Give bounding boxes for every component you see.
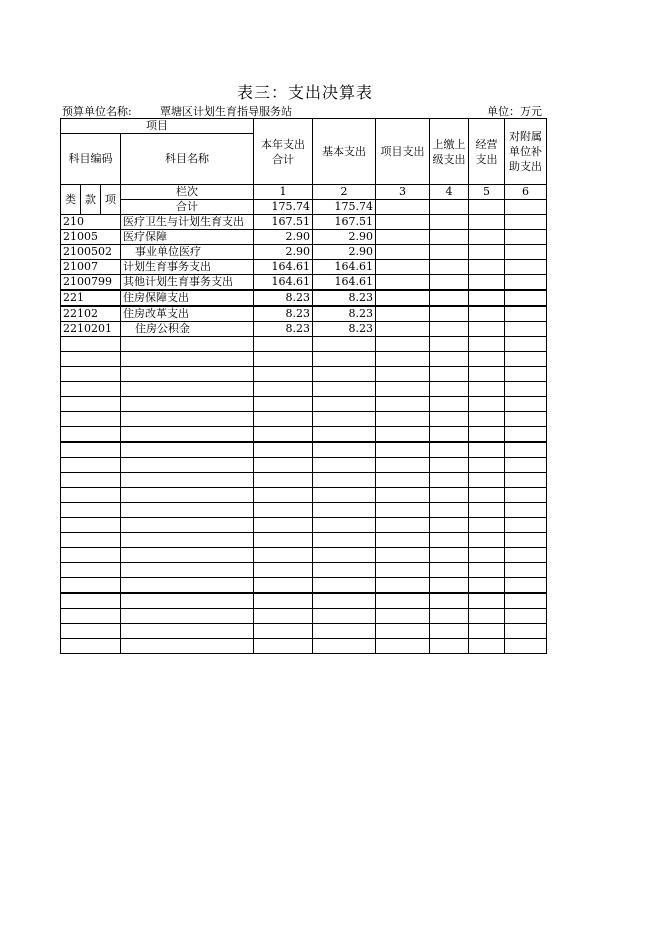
row-c2: 8.23 <box>313 322 376 337</box>
empty-row <box>61 563 547 578</box>
empty-row <box>61 548 547 563</box>
row-name: 住房保障支出 <box>121 290 254 306</box>
kuan-header: 款 <box>81 185 101 215</box>
col-num-2: 2 <box>313 185 376 200</box>
expenditure-table <box>60 118 547 654</box>
empty-row <box>61 352 547 367</box>
col-num-1: 1 <box>254 185 313 200</box>
row-code: 221 <box>61 290 121 306</box>
empty-row <box>61 382 547 397</box>
row-code: 2210201 <box>61 322 121 337</box>
table-row <box>61 290 547 306</box>
table-row <box>61 260 547 275</box>
project-header: 项目 <box>61 119 254 134</box>
col-num-5: 5 <box>469 185 505 200</box>
row-c2: 8.23 <box>313 290 376 306</box>
row-name: 事业单位医疗 <box>121 245 254 260</box>
row-c2: 167.51 <box>313 215 376 230</box>
col-num-3: 3 <box>376 185 430 200</box>
row-code: 2100799 <box>61 275 121 291</box>
row-name: 计划生育事务支出 <box>121 260 254 275</box>
total-row <box>61 200 547 215</box>
row-c1: 8.23 <box>254 322 313 337</box>
total-label: 合计 <box>121 200 254 215</box>
row-c2: 2.90 <box>313 245 376 260</box>
empty-row <box>61 593 547 609</box>
empty-row <box>61 578 547 594</box>
row-c1: 8.23 <box>254 306 313 322</box>
empty-row <box>61 609 547 624</box>
row-c2: 164.61 <box>313 275 376 291</box>
row-code: 2100502 <box>61 245 121 260</box>
empty-row <box>61 624 547 639</box>
empty-row <box>61 458 547 473</box>
col-num-6: 6 <box>505 185 547 200</box>
empty-row <box>61 473 547 488</box>
col-order-label: 栏次 <box>121 185 254 200</box>
row-c2: 164.61 <box>313 260 376 275</box>
empty-row <box>61 337 547 352</box>
col4-header: 上缴上级支出 <box>430 119 469 185</box>
page-title: 表三：支出决算表 <box>236 83 373 102</box>
empty-row <box>61 427 547 443</box>
empty-row <box>61 412 547 427</box>
empty-row <box>61 488 547 503</box>
unit-label: 单位：万元 <box>487 105 542 118</box>
col1-header: 本年支出合计 <box>254 119 313 185</box>
empty-row <box>61 397 547 412</box>
row-c1: 2.90 <box>254 230 313 245</box>
row-c2: 2.90 <box>313 230 376 245</box>
col5-header: 经营支出 <box>469 119 505 185</box>
xiang-header: 项 <box>101 185 121 215</box>
empty-row <box>61 367 547 382</box>
row-c1: 8.23 <box>254 290 313 306</box>
lei-header: 类 <box>61 185 81 215</box>
table-row <box>61 322 547 337</box>
empty-row <box>61 533 547 548</box>
empty-row <box>61 442 547 458</box>
table-row <box>61 230 547 245</box>
org-name: 覃塘区计划生育指导服务站 <box>160 105 292 118</box>
code-header: 科目编码 <box>61 134 121 185</box>
empty-row <box>61 518 547 533</box>
empty-row <box>61 503 547 518</box>
header-row-1 <box>61 119 547 134</box>
table-row <box>61 215 547 230</box>
row-name: 医疗卫生与计划生育支出 <box>121 215 254 230</box>
row-code: 21005 <box>61 230 121 245</box>
total-c2: 175.74 <box>313 200 376 215</box>
col2-header: 基本支出 <box>313 119 376 185</box>
row-c1: 164.61 <box>254 275 313 291</box>
col-num-4: 4 <box>430 185 469 200</box>
row-c2: 8.23 <box>313 306 376 322</box>
col6-header: 对附属单位补助支出 <box>505 119 547 185</box>
row-code: 22102 <box>61 306 121 322</box>
row-name: 其他计划生育事务支出 <box>121 275 254 291</box>
row-code: 210 <box>61 215 121 230</box>
row-name: 住房改革支出 <box>121 306 254 322</box>
row-code: 21007 <box>61 260 121 275</box>
row-c1: 164.61 <box>254 260 313 275</box>
row-c1: 2.90 <box>254 245 313 260</box>
table-row <box>61 245 547 260</box>
header-line <box>62 103 542 118</box>
row-name: 住房公积金 <box>121 322 254 337</box>
org-label: 预算单位名称: <box>62 105 132 118</box>
table-row <box>61 306 547 322</box>
row-c1: 167.51 <box>254 215 313 230</box>
empty-row <box>61 639 547 654</box>
table-row <box>61 275 547 291</box>
name-header: 科目名称 <box>121 134 254 185</box>
header-row-3 <box>61 185 547 200</box>
total-c1: 175.74 <box>254 200 313 215</box>
row-name: 医疗保障 <box>121 230 254 245</box>
col3-header: 项目支出 <box>376 119 430 185</box>
